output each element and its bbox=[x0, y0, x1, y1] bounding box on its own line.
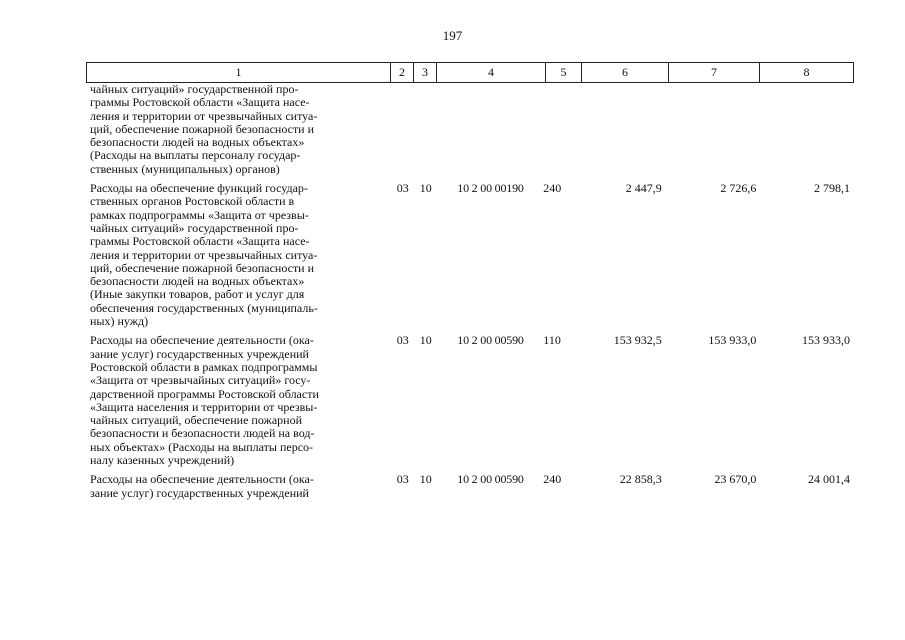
row-amount-3: 2 798,1 bbox=[814, 181, 851, 196]
column-header-6: 6 bbox=[582, 63, 669, 82]
row-amount-2: 23 670,0 bbox=[714, 472, 757, 487]
row-section bbox=[385, 83, 408, 176]
page-number: 197 bbox=[442, 28, 463, 43]
row-amount-1: 22 858,3 bbox=[619, 472, 662, 487]
row-subsection: 10 bbox=[419, 181, 432, 196]
row-amount-2: 153 933,0 bbox=[708, 333, 757, 348]
table-row bbox=[86, 182, 852, 328]
table-row bbox=[86, 473, 852, 500]
row-section: 03 bbox=[396, 472, 409, 487]
column-header-3: 3 bbox=[414, 63, 437, 82]
row-section: 03 bbox=[396, 181, 409, 196]
row-target-article: 10 2 00 00590 bbox=[457, 333, 524, 348]
row-expense-type: 240 bbox=[543, 181, 562, 196]
table-row bbox=[86, 83, 852, 176]
row-amount-1: 153 932,5 bbox=[613, 333, 662, 348]
row-expense-type bbox=[539, 83, 569, 176]
row-target-article: 10 2 00 00190 bbox=[457, 181, 524, 196]
row-target-article bbox=[438, 83, 540, 176]
row-section: 03 bbox=[396, 333, 409, 348]
row-description: чайных ситуаций» государственной про- граммы Ростовской области «Защита насе- ления и территории от чрезвычайных ситуа- ций, обеспечение пожарной безопасности и безопасности людей на водных объектах» (Расходы на выплаты персоналу государ- ственных (муниципальных) органов) bbox=[90, 82, 318, 176]
row-expense-type: 110 bbox=[543, 333, 561, 348]
row-description: Расходы на обеспечение функций государ- ственных органов Ростовской области в рамках подпрограммы «Защита от чрезвы- чайных ситуаций» государственной про- граммы Ростовской области «Защита насе- ления и территории от чрезвычайных ситуа- ций, обеспечение пожарной безопасности и безопасности людей на водных объектах» (Иные закупки товаров, работ и услуг для обеспечения государственных (муниципаль- ных) нужд) bbox=[90, 181, 318, 329]
row-target-article: 10 2 00 00590 bbox=[457, 472, 524, 487]
row-amount-1: 2 447,9 bbox=[625, 181, 662, 196]
column-header-7: 7 bbox=[669, 63, 760, 82]
column-header-8: 8 bbox=[803, 65, 810, 79]
row-amount-3: 24 001,4 bbox=[808, 472, 851, 487]
row-amount-3: 153 933,0 bbox=[802, 333, 851, 348]
table-header-row bbox=[86, 62, 854, 83]
column-header-4: 4 bbox=[437, 63, 546, 82]
column-header-5: 5 bbox=[546, 63, 582, 82]
row-subsection bbox=[408, 83, 438, 176]
row-amount-2: 2 726,6 bbox=[720, 181, 757, 196]
row-amount-2 bbox=[666, 83, 761, 176]
row-subsection: 10 bbox=[419, 472, 432, 487]
row-description: Расходы на обеспечение деятельности (ока- зание услуг) государственных учреждений Ростовской области в рамках подпрограммы «Защита от чрезвычайных ситуаций» госу- дарственной программы Ростовской области «Защита населения и территории от чрезвы- чайных ситуаций, обеспечение пожарной безопасности и безопасности людей на вод- ных объектах» (Расходы на выплаты персо- налу казенных учреждений) bbox=[90, 333, 319, 468]
row-amount-1 bbox=[569, 83, 666, 176]
column-header-2: 2 bbox=[391, 63, 414, 82]
row-expense-type: 240 bbox=[543, 472, 562, 487]
row-amount-3 bbox=[760, 83, 852, 176]
table-body bbox=[86, 83, 852, 506]
row-subsection: 10 bbox=[419, 333, 432, 348]
table-row bbox=[86, 334, 852, 467]
row-description: Расходы на обеспечение деятельности (ока- зание услуг) государственных учреждений bbox=[90, 472, 314, 500]
column-header-1: 1 bbox=[87, 63, 391, 82]
